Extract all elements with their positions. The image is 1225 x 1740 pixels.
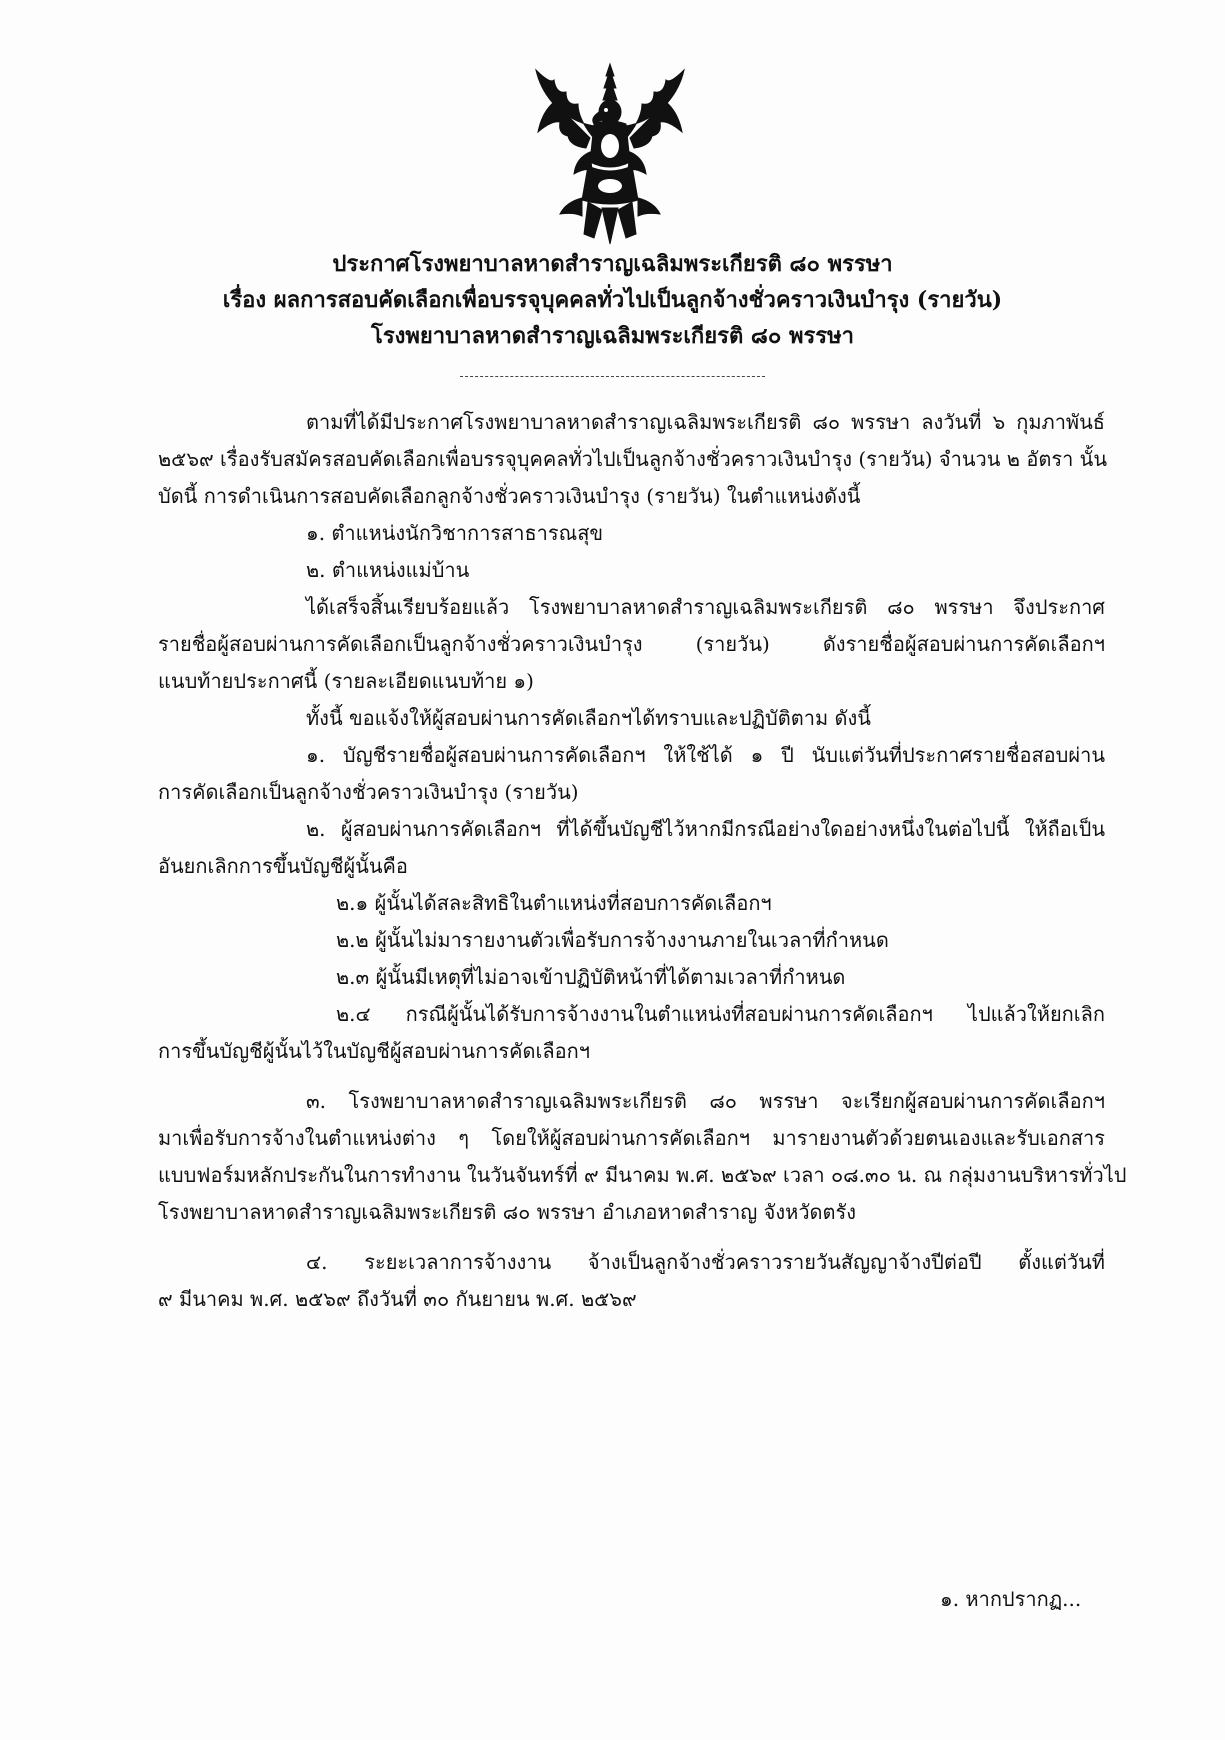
condition-item: ๔. ระยะเวลาการจ้างงาน จ้างเป็นลูกจ้างชั่วคราวรายวันสัญญาจ้างปีต่อปี ตั้งแต่วันที่	[306, 1250, 1105, 1274]
body-line: การขึ้นบัญชีผู้นั้นไว้ในบัญชีผู้สอบผ่านการคัดเลือกฯ	[158, 1039, 590, 1063]
body-line: ได้เสร็จสิ้นเรียบร้อยแล้ว โรงพยาบาลหาดสำราญเฉลิมพระเกียรติ ๘๐ พรรษา จึงประกาศ	[306, 595, 1105, 619]
body-line: อันยกเลิกการขึ้นบัญชีผู้นั้นคือ	[158, 854, 408, 878]
body-line: โรงพยาบาลหาดสำราญเฉลิมพระเกียรติ ๘๐ พรรษา อำเภอหาดสำราญ จังหวัดตรัง	[158, 1200, 857, 1224]
condition-item: ๓. โรงพยาบาลหาดสำราญเฉลิมพระเกียรติ ๘๐ พรรษา จะเรียกผู้สอบผ่านการคัดเลือกฯ	[306, 1089, 1105, 1113]
sub-condition-item: ๒.๒ ผู้นั้นไม่มารายงานตัวเพื่อรับการจ้างงานภายในเวลาที่กำหนด	[336, 928, 889, 952]
body-line: ตามที่ได้มีประกาศโรงพยาบาลหาดสำราญเฉลิมพระเกียรติ ๘๐ พรรษา ลงวันที่ ๖ กุมภาพันธ์	[306, 410, 1105, 434]
body-line: การคัดเลือกเป็นลูกจ้างชั่วคราวเงินบำรุง (รายวัน)	[158, 780, 579, 804]
body-line: แนบท้ายประกาศนี้ (รายละเอียดแนบท้าย ๑)	[158, 669, 534, 693]
position-item: ๒. ตำแหน่งแม่บ้าน	[306, 558, 470, 582]
announcement-title: ประกาศโรงพยาบาลหาดสำราญเฉลิมพระเกียรติ ๘๐ พรรษา	[332, 251, 893, 277]
announcement-subject: เรื่อง ผลการสอบคัดเลือกเพื่อบรรจุบุคคลทั่วไปเป็นลูกจ้างชั่วคราวเงินบำรุง (รายวัน)	[222, 287, 1003, 313]
condition-item: ๒. ผู้สอบผ่านการคัดเลือกฯ ที่ได้ขึ้นบัญชีไว้หากมีกรณีอย่างใดอย่างหนึ่งในต่อไปนี้ ให้ถือเป็น	[306, 817, 1105, 841]
body-line: ๙ มีนาคม พ.ศ. ๒๕๖๙ ถึงวันที่ ๓๐ กันยายน พ.ศ. ๒๕๖๙	[158, 1287, 637, 1311]
sub-condition-item: ๒.๔ กรณีผู้นั้นได้รับการจ้างงานในตำแหน่งที่สอบผ่านการคัดเลือกฯ ไปแล้วให้ยกเลิก	[336, 1002, 1105, 1026]
body-line: แบบฟอร์มหลักประกันในการทำงาน ในวันจันทร์ที่ ๙ มีนาคม พ.ศ. ๒๕๖๙ เวลา ๐๘.๓๐ น. ณ กลุ่มงานบริหารทั่วไป	[158, 1163, 1127, 1187]
position-item: ๑. ตำแหน่งนักวิชาการสาธารณสุข	[306, 521, 604, 545]
page-continuation: ๑. หากปรากฏ...	[940, 1587, 1082, 1611]
hospital-name: โรงพยาบาลหาดสำราญเฉลิมพระเกียรติ ๘๐ พรรษา	[371, 323, 854, 349]
sub-condition-item: ๒.๑ ผู้นั้นได้สละสิทธิในตำแหน่งที่สอบการคัดเลือกฯ	[336, 891, 772, 915]
garuda-emblem-icon	[530, 62, 690, 247]
body-line: บัดนี้ การดำเนินการสอบคัดเลือกลูกจ้างชั่วคราวเงินบำรุง (รายวัน) ในตำแหน่งดังนี้	[158, 484, 861, 508]
sub-condition-item: ๒.๓ ผู้นั้นมีเหตุที่ไม่อาจเข้าปฏิบัติหน้าที่ได้ตามเวลาที่กำหนด	[336, 965, 846, 989]
dashed-divider	[460, 376, 765, 377]
body-line: มาเพื่อรับการจ้างในตำแหน่งต่าง ๆ โดยให้ผู้สอบผ่านการคัดเลือกฯ มารายงานตัวด้วยตนเองและรับเอกสาร	[158, 1126, 1105, 1150]
body-line: ๒๕๖๙ เรื่องรับสมัครสอบคัดเลือกเพื่อบรรจุบุคคลทั่วไปเป็นลูกจ้างชั่วคราวเงินบำรุง (รายวัน) จำนวน ๒ อัตรา นั้น	[158, 447, 1108, 471]
body-line: ทั้งนี้ ขอแจ้งให้ผู้สอบผ่านการคัดเลือกฯได้ทราบและปฏิบัติตาม ดังนี้	[306, 706, 871, 730]
condition-item: ๑. บัญชีรายชื่อผู้สอบผ่านการคัดเลือกฯ ให้ใช้ได้ ๑ ปี นับแต่วันที่ประกาศรายชื่อสอบผ่าน	[306, 743, 1105, 767]
body-line: รายชื่อผู้สอบผ่านการคัดเลือกเป็นลูกจ้างชั่วคราวเงินบำรุง (รายวัน) ดังรายชื่อผู้สอบผ่านการคัดเลือกฯ	[158, 632, 1105, 656]
